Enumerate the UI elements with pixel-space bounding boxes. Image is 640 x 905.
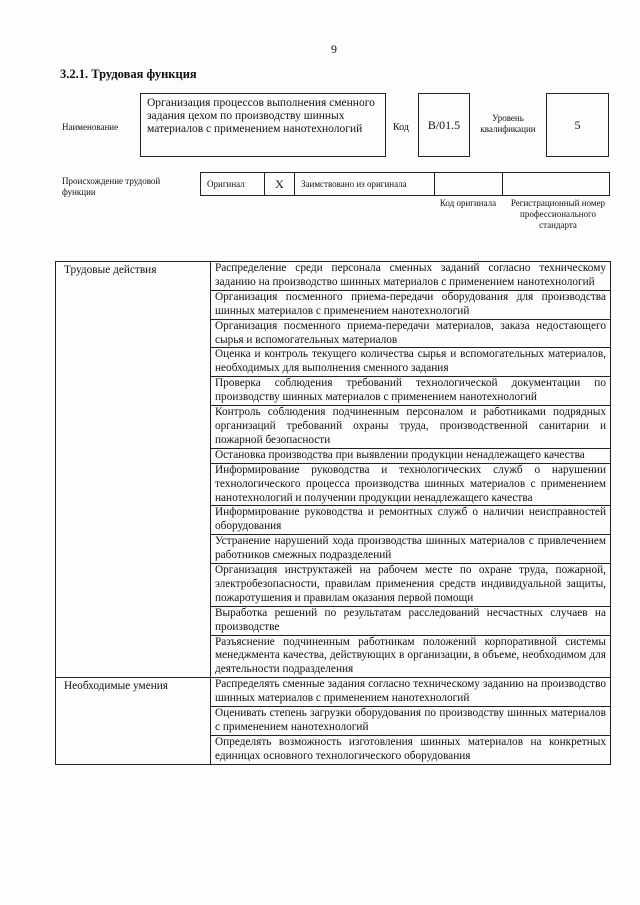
origin-row: [200, 172, 610, 196]
table-cell: Разъяснение подчиненным работникам положений корпоративной системы менеджмента качества, действующих в организации, в объеме, необходимом для деятельности подразделения: [211, 635, 611, 678]
section-title: 3.2.1. Трудовая функция: [60, 67, 197, 81]
table-cell: Контроль соблюдения подчиненным персоналом и работниками подрядных организаций требований охраны труда, производственной санитарии и пожарной безопасности: [211, 406, 611, 449]
origin-label: Происхождение трудовой функции: [62, 176, 161, 197]
table-cell: Оценивать степень загрузки оборудования по производству шинных материалов с применением нанотехнологий: [211, 707, 611, 736]
table-cell: Распределение среди персонала сменных заданий согласно техническому заданию на производство шинных материалов с применением нанотехнологий: [211, 262, 611, 291]
table-cell: Организация инструктажей на рабочем месте по охране труда, пожарной, электробезопасности, правилам применения средств индивидуальной защиты, пожаротушения и правилам оказания первой помощи: [211, 564, 611, 607]
table-cell: Выработка решений по результатам расследований несчастных случаев на производстве: [211, 606, 611, 635]
table-cell: Проверка соблюдения требований технологической документации по производству шинных материалов с применением нанотехнологий: [211, 377, 611, 406]
name-label: Наименование: [62, 122, 119, 132]
table-cell: Информирование руководства и ремонтных служб о наличии неисправностей оборудования: [211, 506, 611, 535]
borrowed-label: Заимствовано из оригинала: [295, 173, 435, 195]
reg-number-cell: [503, 173, 609, 195]
table-cell: Информирование руководства и технологических служб о нарушении технологического процесса производства шинных материалов с применением нанотехнологий и получении продукции ненадлежащего качества: [211, 463, 611, 506]
code-original-caption: Код оригинала: [439, 198, 497, 208]
section-header: Необходимые умения: [56, 678, 211, 764]
table-cell: Организация посменного приема-передачи оборудования для производства шинных материалов с применением нанотехнологий: [211, 290, 611, 319]
table-cell: Устранение нарушений хода производства шинных материалов с привлечением работников смежных подразделений: [211, 535, 611, 564]
labor-function-table: [55, 261, 611, 765]
level-label: Уровень квалификации: [480, 113, 536, 134]
level-value: 5: [546, 93, 609, 157]
section-header: Трудовые действия: [56, 262, 211, 678]
page-number: 9: [331, 42, 337, 56]
table-cell: Организация посменного приема-передачи материалов, заказа недостающего сырья и вспомогательных материалов: [211, 319, 611, 348]
function-name-value: Организация процессов выполнения сменного задания цехом по производству шинных материалов с применением нанотехнологий: [140, 93, 386, 157]
table-cell: Оценка и контроль текущего количества сырья и вспомогательных материалов, необходимых для выполнения сменного задания: [211, 348, 611, 377]
table-cell: Распределять сменные задания согласно техническому заданию на производство шинных материалов с применением нанотехнологий: [211, 678, 611, 707]
table-row: [56, 678, 611, 707]
original-label: Оригинал: [201, 173, 265, 195]
table-cell: Остановка производства при выявлении продукции ненадлежащего качества: [211, 448, 611, 463]
table-row: [56, 262, 611, 291]
table-cell: Определять возможность изготовления шинных материалов на конкретных единицах основного технологического оборудования: [211, 735, 611, 764]
reg-number-caption: Регистрационный номер профессионального стандарта: [510, 198, 606, 230]
original-mark: X: [265, 173, 295, 195]
code-label: Код: [393, 122, 409, 133]
code-original-cell: [435, 173, 503, 195]
code-value: B/01.5: [418, 93, 470, 157]
